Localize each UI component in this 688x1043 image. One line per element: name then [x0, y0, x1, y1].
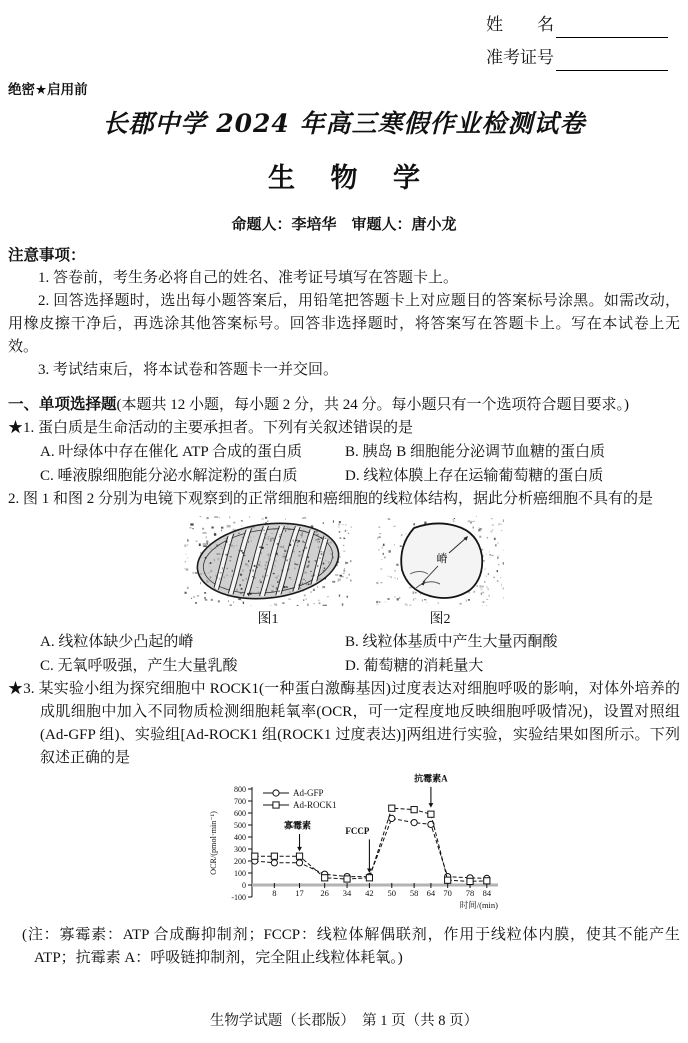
- y-tick-label: 800: [234, 784, 246, 794]
- x-tick-label: 84: [482, 888, 492, 898]
- ocr-chart-wrapper: [206, 773, 506, 920]
- crista-annotation: 嵴: [436, 553, 448, 565]
- option-row: [40, 654, 680, 678]
- y-tick-label: 100: [234, 868, 246, 878]
- x-tick-label: 50: [387, 888, 397, 898]
- q2-option-b: B. 线粒体基质中产生大量丙酮酸: [345, 634, 558, 650]
- q2-option-d: D. 葡萄糖的消耗量大: [345, 658, 484, 674]
- annotation-FCCP: FCCP: [345, 826, 370, 836]
- y-tick-label: 500: [234, 820, 246, 830]
- x-tick-label: 17: [295, 888, 304, 898]
- confidential-notice: 绝密★启用前: [8, 82, 88, 97]
- section-heading: [8, 393, 680, 417]
- legend-label: Ad-GFP: [293, 788, 324, 798]
- question-2-stem: [8, 488, 680, 511]
- q1-option-c: C. 唾液腺细胞能分泌水解淀粉的蛋白质: [40, 468, 298, 484]
- figure-2-caption: 图2: [429, 612, 451, 627]
- option-row: [40, 440, 680, 464]
- subject-title: 生 物 学: [267, 163, 434, 193]
- page-footer: 生物学试题（长郡版） 第 1 页（共 8 页）: [209, 1013, 479, 1029]
- notice-item-2: 2. 回答选择题时，选出每小题答案后，用铅笔把答题卡上对应题目的答案标号涂黑。如需改动，用橡皮擦干净后，再选涂其他答案标号。回答非选择题时，将答案写在答题卡上。写在本试卷上无效。: [8, 293, 680, 355]
- q1-option-b: B. 胰岛 B 细胞能分泌调节血糖的蛋白质: [345, 444, 606, 460]
- notice-heading: 注意事项：: [8, 247, 86, 264]
- notice-item-3: 3. 考试结束后，将本试卷和答题卡一并交回。: [38, 362, 339, 378]
- authors-line: 命题人：李培华 审题人：唐小龙: [231, 216, 457, 233]
- figure-1-caption: 图1: [257, 612, 279, 627]
- q2-option-a: A. 线粒体缺少凸起的嵴: [40, 634, 194, 650]
- exam-no-label: 准考证号: [486, 48, 554, 67]
- x-tick-label: 70: [443, 888, 452, 898]
- y-axis-label: OCR/(pmol·min⁻¹): [209, 811, 218, 875]
- question-2-number: 2.: [8, 491, 20, 507]
- question-1-stem: [8, 417, 680, 440]
- y-tick-label: 700: [234, 796, 246, 806]
- name-field-row: [8, 12, 668, 38]
- question-3-note: (注：寡霉素：ATP 合成酶抑制剂；FCCP：线粒体解偶联剂，作用于线粒体内膜，使其不能产生 ATP；抗霉素 A：呼吸链抑制剂，完全阻止线粒体耗氧。): [22, 927, 680, 966]
- annotation-寡霉素: 寡霉素: [284, 820, 312, 831]
- ocr-chart: [206, 773, 506, 915]
- x-tick-label: 78: [465, 888, 475, 898]
- x-tick-label: 26: [320, 888, 329, 898]
- figure2-mitochondria-em-image: [376, 516, 504, 606]
- section-heading-rest: (本题共 12 小题，每小题 2 分，共 24 分。每小题只有一个选项符合题目要求。): [116, 397, 630, 413]
- name-blank-line: [556, 17, 668, 38]
- exam-no-blank-line: [556, 50, 668, 71]
- question-3-text: 某实验小组为探究细胞中 ROCK1(一种蛋白激酶基因)过度表达对细胞呼吸的影响，对体外培养的成肌细胞中加入不同物质检测细胞耗氧率(OCR，可一定程度地反映细胞呼吸情况)，设置对照组(Ad-GFP 组)、实验组[Ad-ROCK1 组(ROCK1 过度表达)]两组进行实验，实验结果如图所示。下列叙述正确的是: [38, 681, 680, 766]
- y-tick-label: 400: [234, 832, 246, 842]
- x-tick-label: 34: [342, 888, 352, 898]
- question-2-text: 图 1 和图 2 分别为电镜下观察到的正常细胞和癌细胞的线粒体结构，据此分析癌细胞不具有的是: [23, 491, 654, 507]
- question-1-text: 蛋白质是生命活动的主要承担者。下列有关叙述错误的是: [38, 420, 414, 436]
- y-tick-label: 200: [234, 856, 246, 866]
- name-label: 姓 名: [486, 15, 554, 34]
- question-1-number: ★1.: [8, 420, 35, 436]
- figure1-mitochondria-em-image: [184, 516, 352, 606]
- y-tick-label: 0: [242, 880, 246, 890]
- figure-2-box: [376, 516, 504, 628]
- question-2-options: [8, 630, 680, 678]
- x-tick-label: 8: [272, 888, 277, 898]
- x-tick-label: 58: [409, 888, 419, 898]
- notice-item-1: 1. 答卷前，考生务必将自己的姓名、准考证号填写在答题卡上。: [38, 270, 459, 286]
- question-3-number: ★3.: [8, 681, 35, 697]
- q1-option-d: D. 线粒体膜上存在运输葡萄糖的蛋白质: [345, 468, 604, 484]
- figure-1-box: [184, 516, 352, 628]
- exam-no-field-row: [8, 45, 668, 71]
- option-row: [40, 464, 680, 488]
- question-1-options: [8, 440, 680, 488]
- series-line-Ad-ROCK1: [255, 808, 487, 881]
- notice-list: [8, 267, 680, 382]
- x-tick-label: 42: [365, 888, 374, 898]
- x-axis-label: 时间/(min): [459, 900, 498, 910]
- annotation-抗霉素A: 抗霉素A: [414, 773, 448, 784]
- y-tick-label: 600: [234, 808, 246, 818]
- legend-label: Ad-ROCK1: [293, 800, 337, 810]
- y-tick-label: 300: [234, 844, 246, 854]
- q1-option-a: A. 叶绿体中存在催化 ATP 合成的蛋白质: [40, 444, 302, 460]
- y-tick-label: -100: [231, 892, 246, 902]
- question-2-figures: [8, 516, 680, 628]
- option-row: [40, 630, 680, 654]
- q2-option-c: C. 无氧呼吸强，产生大量乳酸: [40, 658, 238, 674]
- exam-title: 长郡中学 2024 年高三寒假作业检测试卷: [102, 109, 586, 138]
- section-heading-bold: 一、单项选择题: [8, 396, 117, 413]
- x-tick-label: 64: [426, 888, 436, 898]
- question-3-stem: [8, 678, 680, 770]
